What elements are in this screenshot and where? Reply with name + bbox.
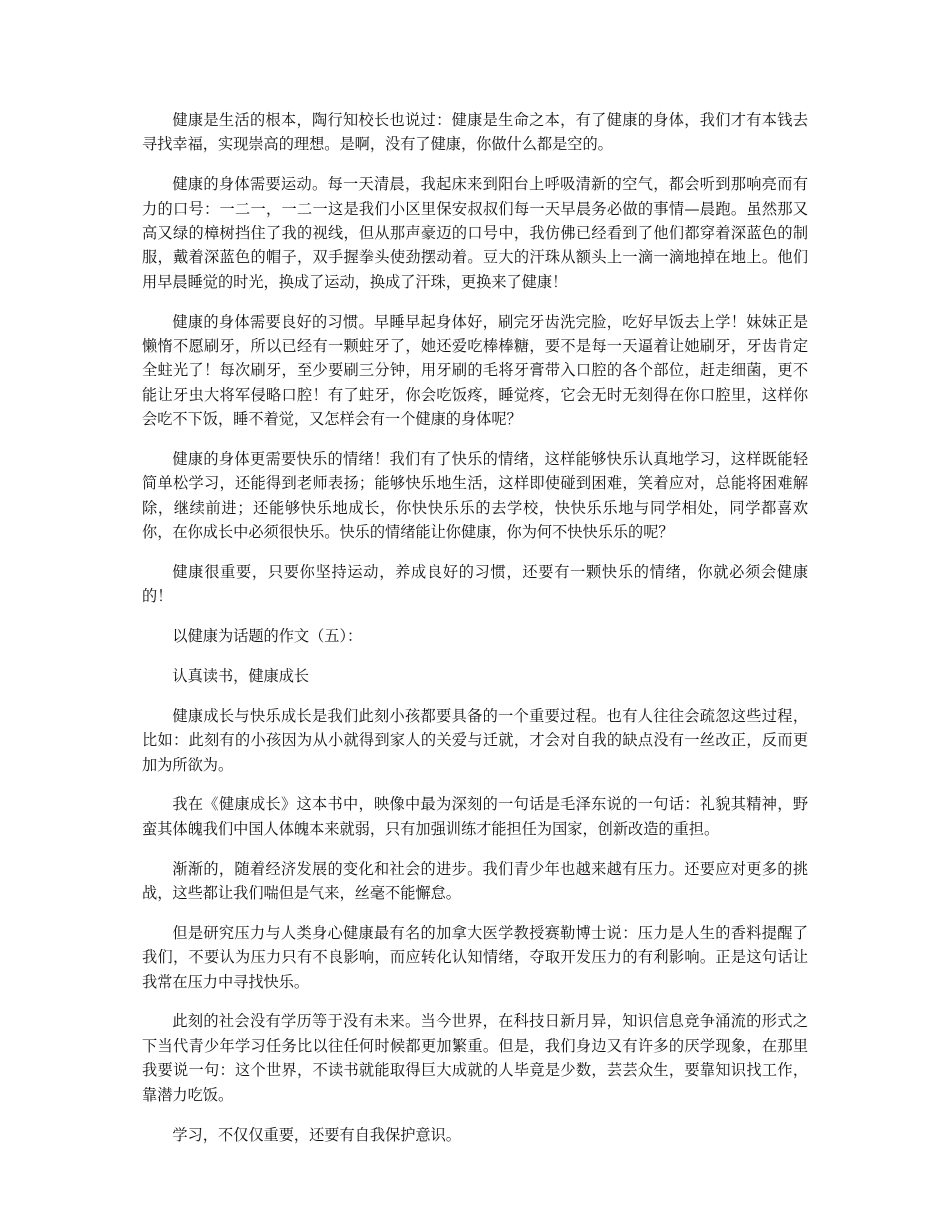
paragraph-health-foundation: 健康是生活的根本，陶行知校长也说过：健康是生命之本，有了健康的身体，我们才有本钱去寻找幸福，实现崇高的理想。是啊，没有了健康，你做什么都是空的。 xyxy=(142,111,808,154)
paragraph-pressure: 渐渐的，随着经济发展的变化和社会的进步。我们青少年也越来越有压力。还要应对更多的挑战，这些都让我们喘但是气来，丝毫不能懈怠。 xyxy=(142,859,808,903)
paragraph-book-quote: 我在《健康成长》这本书中，映像中最为深刻的一句话是毛泽东说的一句话：礼貌其精神，野蛮其体魄我们中国人体魄本来就弱，只有加强训练才能担任为国家，创新改造的重担。 xyxy=(142,795,808,838)
paragraph-growth: 健康成长与快乐成长是我们此刻小孩都要具备的一个重要过程。也有人往往会疏忽这些过程，比如：此刻有的小孩因为从小就得到家人的关爱与迁就，才会对自我的缺点没有一丝改正，反而更加为所欲为。 xyxy=(142,706,808,774)
document-body xyxy=(142,108,808,1162)
paragraph-selye-quote: 但是研究压力与人类身心健康最有名的加拿大医学教授赛勒博士说：压力是人生的香料提醒了我们，不要认为压力只有不良影响，而应转化认知情绪，夺取开发压力的有利影响。正是这句话让我常在压力中寻找快乐。 xyxy=(142,923,808,991)
paragraph-conclusion: 健康很重要，只要你坚持运动，养成良好的习惯，还要有一颗快乐的情绪，你就必须会健康的！ xyxy=(142,563,808,606)
paragraph-exercise: 健康的身体需要运动。每一天清晨，我起床来到阳台上呼吸清新的空气，都会听到那响亮而有力的口号：一二一，一二一这是我们小区里保安叔叔们每一天早晨务必做的事情—晨跑。虽然那又高又绿的樟树挡住了我的视线，但从那声豪迈的口号中，我仿佛已经看到了他们都穿着深蓝色的制服，戴着深蓝色的帽子，双手握拳头使劲摆动着。豆大的汗珠从额头上一滴一滴地掉在地上。他们用早晨睡觉的时光，换成了运动，换成了汗珠，更换来了健康！ xyxy=(142,175,808,291)
essay-heading: 以健康为话题的作文（五）： xyxy=(172,627,363,646)
paragraph-self-protection: 学习，不仅仅重要，还要有自我保护意识。 xyxy=(172,1125,461,1144)
essay-title: 认真读书，健康成长 xyxy=(172,667,310,686)
paragraph-education: 此刻的社会没有学历等于没有未来。当今世界，在科技日新月异，知识信息竞争涌流的形式之下当代青少年学习任务比以往任何时候都更加繁重。但是，我们身边又有许多的厌学现象，在那里我要说一句：这个世界，不读书就能取得巨大成就的人毕竟是少数，芸芸众生，要靠知识找工作，靠潜力吃饭。 xyxy=(142,1012,808,1104)
paragraph-habits: 健康的身体需要良好的习惯。早睡早起身体好，刷完牙齿洗完脸，吃好早饭去上学！妹妹正是懒惰不愿刷牙，所以已经有一颗蛀牙了，她还爱吃棒棒糖，要不是每一天逼着让她刷牙，牙齿肯定全蛀光了！每次刷牙，至少要刷三分钟，用牙刷的毛将牙膏带入口腔的各个部位，赶走细菌，更不能让牙虫大将军侵略口腔！有了蛀牙，你会吃饭疼，睡觉疼，它会无时无刻得在你口腔里，这样你会吃不下饭，睡不着觉，又怎样会有一个健康的身体呢？ xyxy=(142,312,808,429)
paragraph-happy-mood: 健康的身体更需要快乐的情绪！我们有了快乐的情绪，这样能够快乐认真地学习，这样既能轻简单松学习，还能得到老师表扬；能够快乐地生活，这样即使碰到困难，笑着应对，总能将困难解除，继续前进；还能够快乐地成长，你快快乐乐的去学校，快快乐乐地与同学相处，同学都喜欢你，在你成长中必须很快乐。快乐的情绪能让你健康，你为何不快快乐乐的呢？ xyxy=(142,450,808,542)
